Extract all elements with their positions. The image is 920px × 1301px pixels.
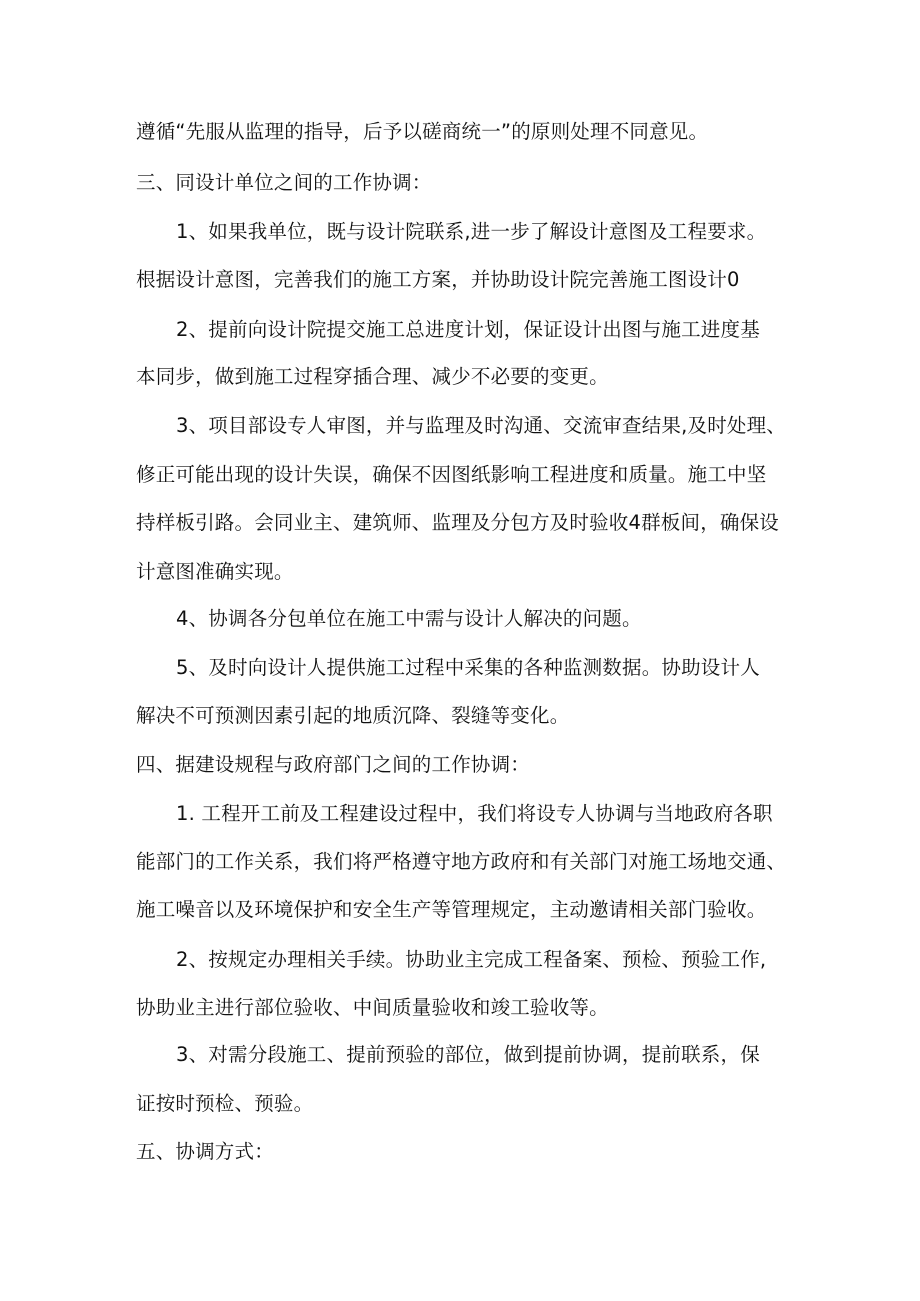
paragraph-line: 遵循“先服从监理的指导，后予以磋商统一”的原则处理不同意见。 [136,120,709,143]
paragraph-line: 1、如果我单位，既与设计院联系,进一步了解设计意图及工程要求。 [176,220,767,243]
paragraph-line: 解决不可预测因素引起的地质沉降、裂缝等变化。 [136,704,570,727]
paragraph-line: 根据设计意图，完善我们的施工方案，并协助设计院完善施工图设计0 [136,268,740,291]
paragraph-line: 修正可能出现的设计失误，确保不因图纸影响工程进度和质量。施工中坚 [136,463,767,486]
paragraph-line: 证按时预检、预验。 [136,1092,314,1115]
paragraph-line: 施工噪音以及环境保护和安全生产等管理规定，主动邀请相关部门验收。 [136,898,767,921]
paragraph-line: 本同步，做到施工过程穿插合理、减少不必要的变更。 [136,365,609,388]
paragraph-line: 能部门的工作关系，我们将严格遵守地方政府和有关部门对施工场地交通、 [136,850,787,873]
paragraph-line: 协助业主进行部位验收、中间质量验收和竣工验收等。 [136,996,609,1019]
paragraph-line: 4、协调各分包单位在施工中需与设计人解决的问题。 [176,607,642,630]
section-heading-5: 五、协调方式： [136,1140,274,1163]
paragraph-line: 5、及时向设计人提供施工过程中采集的各种监测数据。协助设计人 [176,656,760,679]
paragraph-line: 3、项目部设专人审图，并与监理及时沟通、交流审查结果,及时处理、 [176,414,787,437]
paragraph-line: 1. 工程开工前及工程建设过程中，我们将设专人协调与当地政府各职 [176,802,773,825]
paragraph-line: 持样板引路。会同业主、建筑师、监理及分包方及时验收4群板间，确保设 [136,511,780,534]
paragraph-line: 计意图准确实现。 [136,560,294,583]
section-heading-3: 三、同设计单位之间的工作协调： [136,171,432,194]
section-heading-4: 四、据建设规程与政府部门之间的工作协调： [136,753,531,776]
paragraph-line: 2、提前向设计院提交施工总进度计划，保证设计出图与施工进度基 [176,318,760,341]
paragraph-line: 2、按规定办理相关手续。协助业主完成工程备案、预检、预验工作, [176,948,767,971]
paragraph-line: 3、对需分段施工、提前预验的部位，做到提前协调，提前联系，保 [176,1043,760,1066]
